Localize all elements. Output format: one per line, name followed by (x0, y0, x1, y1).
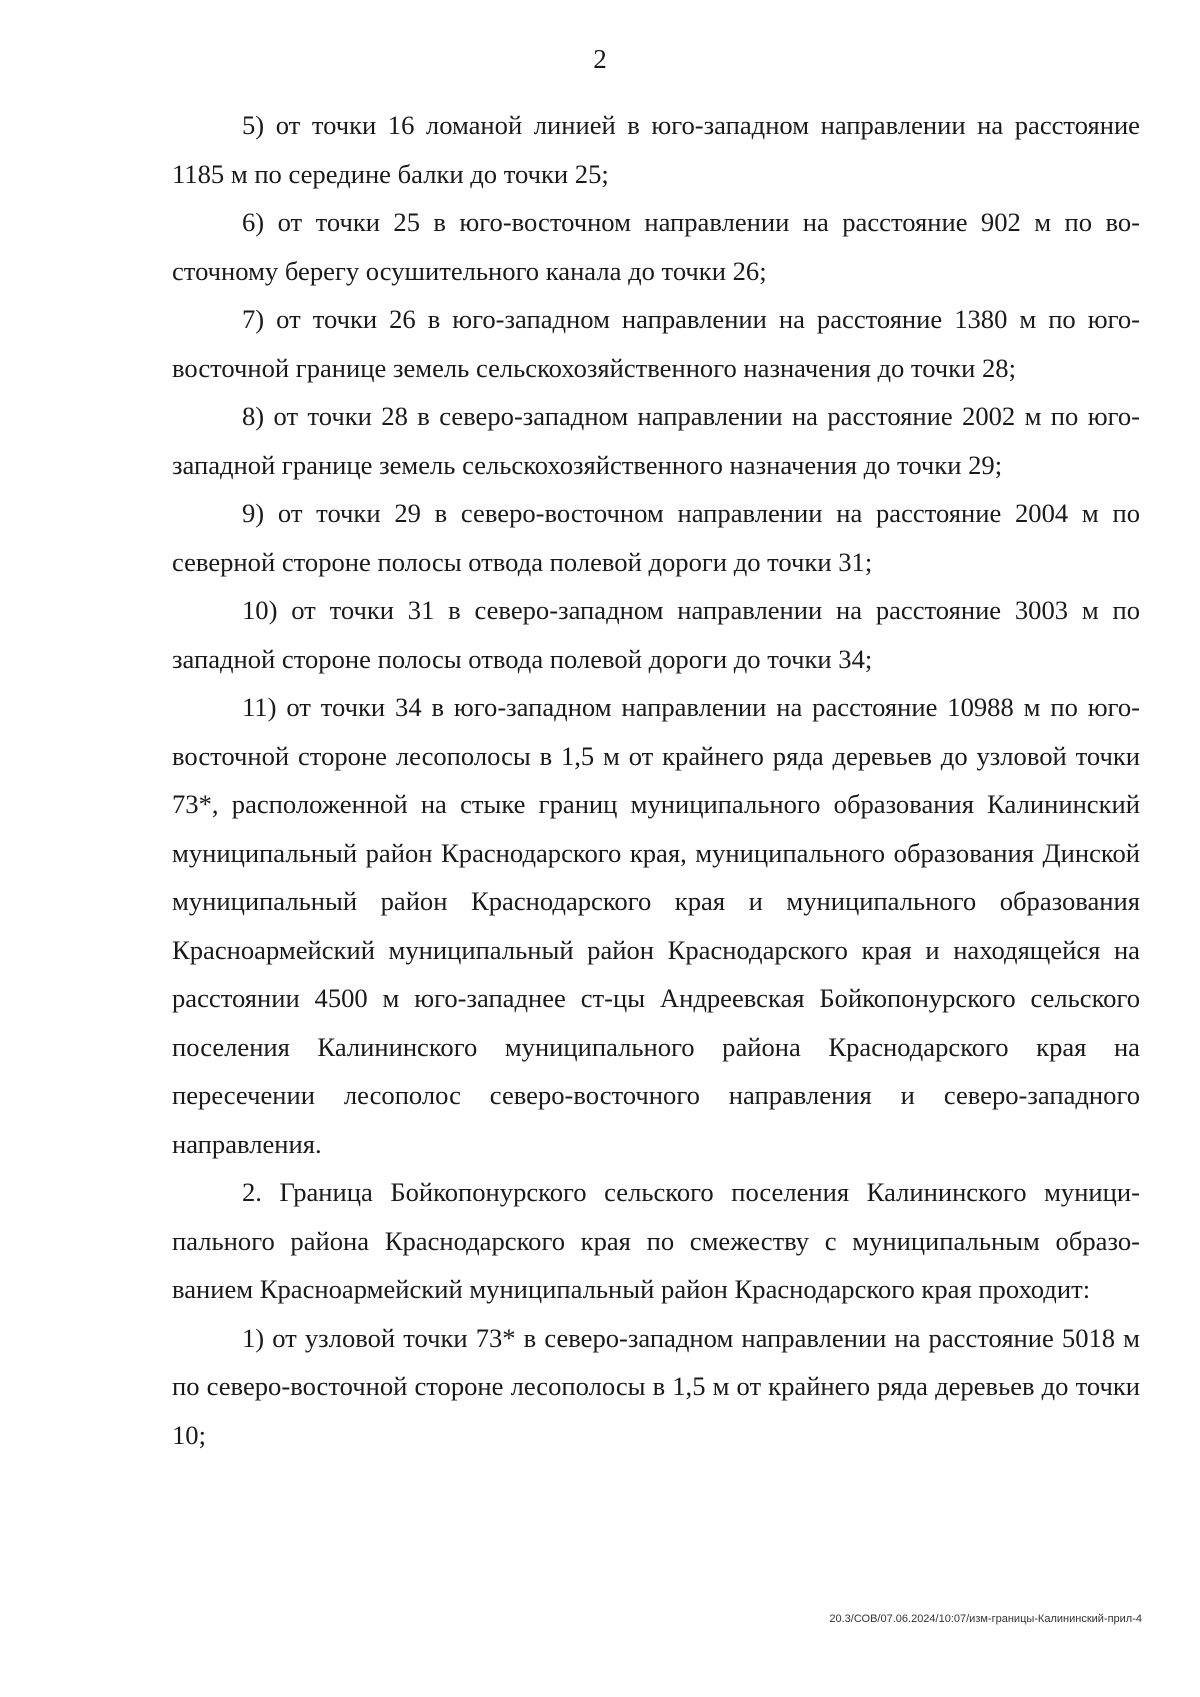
paragraph-item-11: 11) от точки 34 в юго-западном направлении на расстояние 10988 м по юго-восточной стороне лесополосы в 1,5 м от крайнего ряда деревьев до узловой точки 73*, расположенной на стыке границ муниципального образования Калининский муниципальный район Краснодарского края, муниципального образования Динской муниципальный район Краснодарского края и муниципального образования Красноармейский муниципальный район Краснодарского края и находящейся на расстоянии 4500 м юго-западнее ст-цы Андреевская Бойкопонурского сельского поселения Калининского муниципального района Краснодарского края на пересечении лесополос северо-восточного направления и северо-западного направления. (172, 692, 1140, 1159)
paragraph-item-9: 9) от точки 29 в северо-восточном направлении на расстояние 2004 м по северной стороне полосы отвода полевой дороги до точки 31; (172, 498, 1140, 577)
document-footer-code: 20.3/СОВ/07.06.2024/10:07/изм-границы-Калининский-прил-4 (829, 1613, 1142, 1625)
paragraph-item-6: 6) от точки 25 в юго-восточном направлении на расстояние 902 м по восточному берегу осушительного канала до точки 26; (172, 207, 1140, 286)
section-2-item-1: 1) от узловой точки 73* в северо-западном направлении на расстояние 5018 м по северо-восточной стороне лесополосы в 1,5 м от крайнего ряда деревьев до точки 10; (172, 1322, 1140, 1450)
paragraph-item-8: 8) от точки 28 в северо-западном направлении на расстояние 2002 м по юго-западной границе земель сельскохозяйственного назначения до точки 29; (172, 401, 1140, 480)
paragraph-item-7: 7) от точки 26 в юго-западном направлении на расстояние 1380 м по юго-восточной границе земель сельскохозяйственного назначения до точки 28; (172, 304, 1140, 383)
paragraph-item-10: 10) от точки 31 в северо-западном направлении на расстояние 3003 м по западной стороне полосы отвода полевой дороги до точки 34; (172, 595, 1140, 674)
document-body (172, 101, 1140, 1459)
page-number: 2 (593, 44, 607, 74)
paragraph-item-5: 5) от точки 16 ломаной линией в юго-западном направлении на расстояние 1185 м по середине балки до точки 25; (172, 110, 1140, 189)
section-2-paragraph: 2. Граница Бойкопонурского сельского поселения Калининского муниципального района Краснодарского края по смежеству с муниципальным образованием Красноармейский муниципальный район Краснодарского края проходит: (172, 1177, 1140, 1304)
